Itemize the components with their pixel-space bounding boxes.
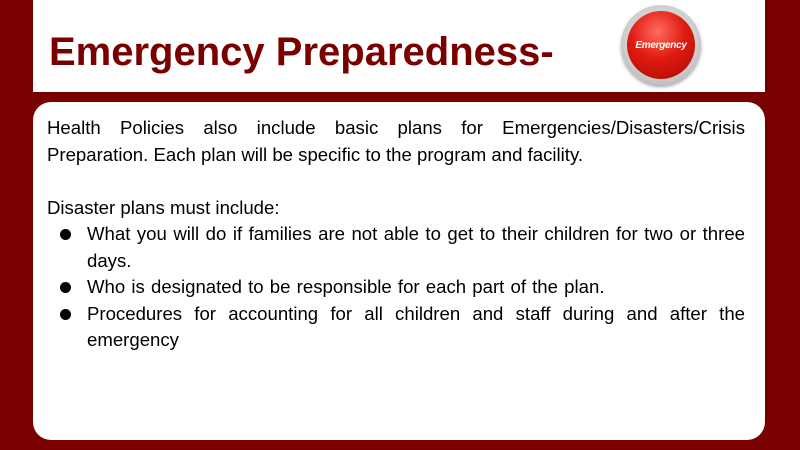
emergency-button-core (627, 11, 695, 79)
emergency-button-label: Emergency (635, 39, 687, 51)
slide-title: Emergency Preparedness- (49, 30, 554, 74)
bullet-item: Procedures for accounting for all children and staff during and after the emergency (47, 301, 745, 354)
list-heading: Disaster plans must include: (47, 196, 280, 218)
emergency-button-icon (616, 2, 706, 88)
emergency-button-ring (621, 5, 701, 85)
title-bar (33, 0, 765, 92)
bullet-item: What you will do if families are not able to get to their children for two or three days. (47, 221, 745, 274)
paragraph-spacer (47, 168, 745, 195)
intro-paragraph: Health Policies also include basic plans for Emergencies/Disasters/Crisis Preparation. Each plan will be specific to the program and facility. (47, 117, 745, 165)
bullet-item: Who is designated to be responsible for each part of the plan. (47, 274, 745, 301)
bullet-list (47, 221, 745, 354)
content-card (33, 102, 765, 440)
